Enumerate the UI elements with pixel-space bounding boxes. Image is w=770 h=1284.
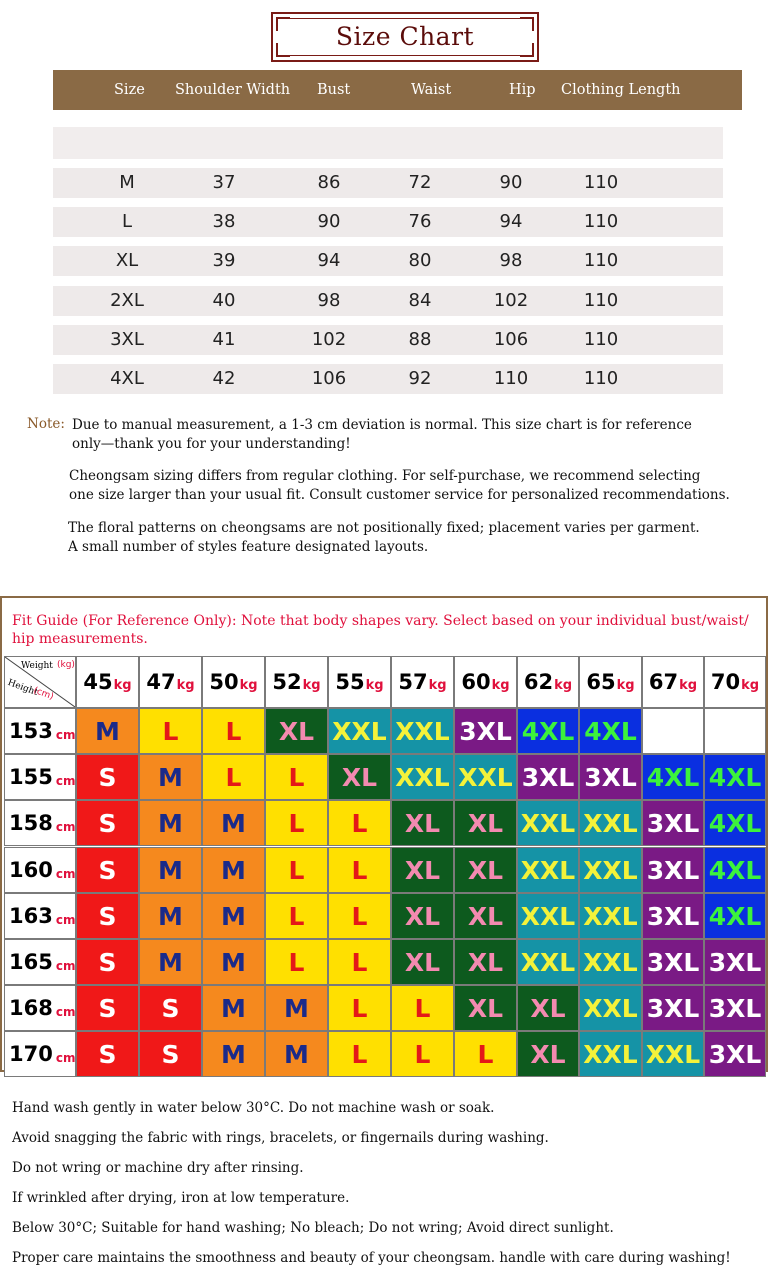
size-cell: M — [139, 847, 202, 893]
height-value: 170 — [9, 1042, 53, 1066]
height-unit-label: (cm) — [31, 685, 55, 703]
note-line: The floral patterns on cheongsams are not positionally fixed; placement varies per garment. — [68, 520, 700, 536]
size-cell: L — [202, 754, 265, 800]
measurement-cell: 3XL — [110, 329, 144, 350]
header-size: Size — [114, 82, 145, 98]
size-cell: L — [139, 708, 202, 754]
size-cell: L — [202, 708, 265, 754]
weight-header-cell — [642, 656, 704, 708]
size-cell: M — [202, 1031, 265, 1077]
height-header-cell — [4, 1031, 76, 1077]
measurement-cell: 88 — [408, 329, 432, 350]
size-cell: XXL — [579, 985, 642, 1031]
measurement-cell: 94 — [317, 250, 341, 271]
measurement-cell: L — [121, 211, 133, 232]
size-cell: XXL — [391, 754, 454, 800]
size-cell: 3XL — [454, 708, 517, 754]
measurement-cell: 110 — [583, 250, 619, 271]
height-unit: cm — [55, 867, 76, 881]
size-cell: 3XL — [704, 985, 766, 1031]
care-instruction: Hand wash gently in water below 30°C. Do not machine wash or soak. — [12, 1100, 495, 1116]
size-cell: 3XL — [579, 754, 642, 800]
size-cell: XL — [328, 754, 391, 800]
measurement-cell: 110 — [493, 368, 529, 389]
measurement-cell: 42 — [212, 368, 236, 389]
height-value: 163 — [9, 904, 53, 928]
size-cell: XL — [265, 708, 328, 754]
weight-header-cell — [579, 656, 642, 708]
fit-guide-title-line: hip measurements. — [12, 631, 148, 647]
size-cell: XL — [391, 847, 454, 893]
size-cell: L — [454, 1031, 517, 1077]
size-cell: L — [391, 985, 454, 1031]
note-line: only—thank you for your understanding! — [72, 436, 351, 452]
weight-label: Weight — [21, 661, 53, 671]
size-cell: L — [265, 939, 328, 985]
weight-header-cell — [517, 656, 579, 708]
size-cell: XXL — [579, 847, 642, 893]
size-cell: XXL — [454, 754, 517, 800]
measurement-cell: 76 — [408, 211, 432, 232]
height-header-cell — [4, 800, 76, 846]
height-header-cell — [4, 939, 76, 985]
size-cell: M — [139, 800, 202, 846]
measurement-row — [53, 286, 723, 316]
size-cell: M — [202, 939, 265, 985]
measurement-cell: 2XL — [110, 290, 144, 311]
measurement-cell: M — [119, 172, 135, 193]
size-cell: L — [328, 847, 391, 893]
size-cell: XXL — [517, 939, 579, 985]
measurement-cell: 102 — [493, 290, 529, 311]
size-cell: XXL — [579, 800, 642, 846]
fit-guide-title-line: Fit Guide (For Reference Only): Note that body shapes vary. Select based on your individual bust/waist/ — [12, 613, 749, 629]
size-cell: L — [265, 754, 328, 800]
measurement-cell: 106 — [493, 329, 529, 350]
size-cell: M — [265, 985, 328, 1031]
size-cell: L — [328, 800, 391, 846]
size-cell: 3XL — [642, 800, 704, 846]
measurement-cell: 40 — [212, 290, 236, 311]
height-label: Height — [6, 677, 40, 699]
size-cell: S — [76, 893, 139, 939]
measurement-cell: 110 — [583, 329, 619, 350]
weight-value: 60 — [461, 670, 491, 694]
size-cell: 3XL — [517, 754, 579, 800]
measurement-row — [53, 207, 723, 237]
height-unit: cm — [55, 959, 76, 973]
note-line: one size larger than your usual fit. Consult customer service for personalized recommendations. — [69, 487, 730, 503]
weight-unit: kg — [302, 677, 321, 693]
height-unit: cm — [55, 820, 76, 834]
weight-header-cell — [76, 656, 139, 708]
size-cell: S — [139, 1031, 202, 1077]
size-cell: XL — [454, 985, 517, 1031]
weight-header-cell — [328, 656, 391, 708]
measurement-cell: 38 — [212, 211, 236, 232]
size-cell: XL — [517, 985, 579, 1031]
size-cell: M — [202, 847, 265, 893]
measurement-cell: 90 — [499, 172, 523, 193]
size-cell: S — [139, 985, 202, 1031]
corner-header-cell — [4, 656, 76, 708]
measurement-cell: 41 — [212, 329, 236, 350]
size-cell: M — [202, 800, 265, 846]
measurement-cell: 106 — [311, 368, 347, 389]
weight-unit: kg — [491, 677, 510, 693]
weight-unit: kg — [616, 677, 635, 693]
measurement-cell: 98 — [499, 250, 523, 271]
weight-value: 70 — [710, 670, 741, 694]
size-cell: 3XL — [704, 939, 766, 985]
size-cell: L — [328, 1031, 391, 1077]
size-cell: XL — [391, 893, 454, 939]
size-cell: S — [76, 800, 139, 846]
care-instruction: If wrinkled after drying, iron at low temperature. — [12, 1190, 350, 1206]
measurement-header — [53, 70, 742, 110]
height-value: 160 — [9, 858, 53, 882]
measurement-cell: 72 — [408, 172, 432, 193]
size-cell: M — [139, 893, 202, 939]
size-cell: 3XL — [642, 847, 704, 893]
size-cell: M — [202, 985, 265, 1031]
weight-unit: kg — [679, 677, 698, 693]
size-cell: XXL — [579, 939, 642, 985]
header-shoulder-width: Shoulder Width — [175, 82, 291, 98]
page-title: Size Chart — [335, 22, 475, 51]
measurement-cell: 84 — [408, 290, 432, 311]
size-cell: 4XL — [704, 893, 766, 939]
size-cell: 4XL — [517, 708, 579, 754]
size-cell: XL — [454, 800, 517, 846]
size-cell: 4XL — [704, 847, 766, 893]
weight-value: 57 — [398, 670, 428, 694]
weight-header-cell — [139, 656, 202, 708]
note-line: Due to manual measurement, a 1-3 cm deviation is normal. This size chart is for reference — [72, 417, 692, 433]
size-cell: S — [76, 1031, 139, 1077]
note-sizing-advice — [69, 467, 730, 505]
weight-unit-label: (kg) — [57, 660, 75, 670]
size-cell: XL — [454, 939, 517, 985]
height-unit: cm — [55, 728, 76, 742]
header-bust: Bust — [317, 82, 351, 98]
size-cell: L — [328, 893, 391, 939]
weight-unit: kg — [176, 677, 195, 693]
fit-guide-title — [12, 612, 752, 648]
weight-unit: kg — [428, 677, 447, 693]
measurement-cell: 110 — [583, 172, 619, 193]
size-cell: M — [265, 1031, 328, 1077]
height-header-cell — [4, 985, 76, 1031]
size-cell: XL — [454, 893, 517, 939]
weight-value: 50 — [209, 670, 239, 694]
height-value: 165 — [9, 950, 53, 974]
measurement-row — [53, 168, 723, 198]
measurement-cell: 37 — [212, 172, 236, 193]
care-instruction: Do not wring or machine dry after rinsing. — [12, 1160, 304, 1176]
measurement-row — [53, 364, 723, 394]
measurement-cell: 86 — [317, 172, 341, 193]
size-cell: XXL — [579, 893, 642, 939]
measurement-cell: 110 — [583, 368, 619, 389]
height-value: 153 — [9, 719, 53, 743]
size-cell: L — [391, 1031, 454, 1077]
size-cell: XL — [454, 847, 517, 893]
size-cell: L — [328, 939, 391, 985]
measurement-cell: 80 — [408, 250, 432, 271]
note-label: Note: — [27, 416, 65, 432]
height-value: 155 — [9, 765, 53, 789]
size-cell: L — [265, 847, 328, 893]
care-instruction: Avoid snagging the fabric with rings, bracelets, or fingernails during washing. — [12, 1130, 549, 1146]
size-cell: S — [76, 985, 139, 1031]
weight-unit: kg — [554, 677, 573, 693]
size-cell: S — [76, 847, 139, 893]
height-unit: cm — [55, 1005, 76, 1019]
size-cell: L — [328, 985, 391, 1031]
size-cell: XXL — [579, 1031, 642, 1077]
measurement-cell: 110 — [583, 290, 619, 311]
weight-value: 52 — [272, 670, 302, 694]
size-cell: 4XL — [642, 754, 704, 800]
size-cell: XXL — [328, 708, 391, 754]
size-cell: S — [76, 939, 139, 985]
note-measurement-deviation — [72, 416, 692, 454]
size-cell: XXL — [517, 847, 579, 893]
height-header-cell — [4, 708, 76, 754]
weight-unit: kg — [741, 677, 760, 693]
size-cell: XXL — [517, 800, 579, 846]
weight-header-cell — [202, 656, 265, 708]
header-hip: Hip — [509, 82, 536, 98]
size-cell: XL — [391, 939, 454, 985]
height-header-cell — [4, 847, 76, 893]
header-clothing-length: Clothing Length — [561, 82, 681, 98]
weight-unit: kg — [239, 677, 258, 693]
weight-header-cell — [391, 656, 454, 708]
size-cell — [704, 708, 766, 754]
weight-header-cell — [265, 656, 328, 708]
weight-value: 65 — [586, 670, 616, 694]
size-cell: 3XL — [704, 1031, 766, 1077]
size-cell: 3XL — [642, 985, 704, 1031]
size-cell: 4XL — [704, 800, 766, 846]
size-cell: XL — [517, 1031, 579, 1077]
height-unit: cm — [55, 913, 76, 927]
note-line: A small number of styles feature designated layouts. — [68, 539, 429, 555]
height-value: 168 — [9, 996, 53, 1020]
title-frame — [271, 12, 539, 62]
weight-value: 67 — [648, 670, 679, 694]
size-cell: M — [139, 939, 202, 985]
weight-header-cell — [704, 656, 766, 708]
size-cell: 3XL — [642, 939, 704, 985]
size-cell: XXL — [642, 1031, 704, 1077]
header-waist: Waist — [411, 82, 452, 98]
weight-value: 62 — [523, 670, 554, 694]
weight-value: 45 — [83, 670, 113, 694]
care-instruction: Proper care maintains the smoothness and beauty of your cheongsam. handle with care during washing! — [12, 1250, 731, 1266]
weight-header-cell — [454, 656, 517, 708]
care-instruction: Below 30°C; Suitable for hand washing; No bleach; Do not wring; Avoid direct sunlight. — [12, 1220, 614, 1236]
measurement-cell: 4XL — [110, 368, 144, 389]
size-cell: L — [265, 893, 328, 939]
size-cell: M — [76, 708, 139, 754]
measurement-cell: XL — [115, 250, 139, 271]
height-header-cell — [4, 754, 76, 800]
size-cell: XXL — [517, 893, 579, 939]
size-cell: M — [139, 754, 202, 800]
size-cell: XL — [391, 800, 454, 846]
weight-unit: kg — [365, 677, 384, 693]
size-cell: 4XL — [579, 708, 642, 754]
measurement-cell: 102 — [311, 329, 347, 350]
height-unit: cm — [55, 1051, 76, 1065]
height-header-cell — [4, 893, 76, 939]
measurement-cell: 92 — [408, 368, 432, 389]
size-cell: S — [76, 754, 139, 800]
measurement-row — [53, 325, 723, 355]
size-cell: 3XL — [642, 893, 704, 939]
note-floral-patterns — [68, 519, 700, 557]
height-unit: cm — [55, 774, 76, 788]
size-cell — [642, 708, 704, 754]
size-cell: XXL — [391, 708, 454, 754]
note-line: Cheongsam sizing differs from regular clothing. For self-purchase, we recommend selecting — [69, 468, 701, 484]
size-cell: L — [265, 800, 328, 846]
measurement-row — [53, 246, 723, 276]
size-cell: 4XL — [704, 754, 766, 800]
measurement-cell: 94 — [499, 211, 523, 232]
size-cell: M — [202, 893, 265, 939]
height-value: 158 — [9, 811, 53, 835]
measurement-cell: 90 — [317, 211, 341, 232]
weight-value: 47 — [146, 670, 176, 694]
measurement-spacer-row — [53, 127, 723, 159]
weight-value: 55 — [335, 670, 365, 694]
measurement-cell: 98 — [317, 290, 341, 311]
weight-unit: kg — [113, 677, 132, 693]
measurement-cell: 110 — [583, 211, 619, 232]
measurement-cell: 39 — [212, 250, 236, 271]
